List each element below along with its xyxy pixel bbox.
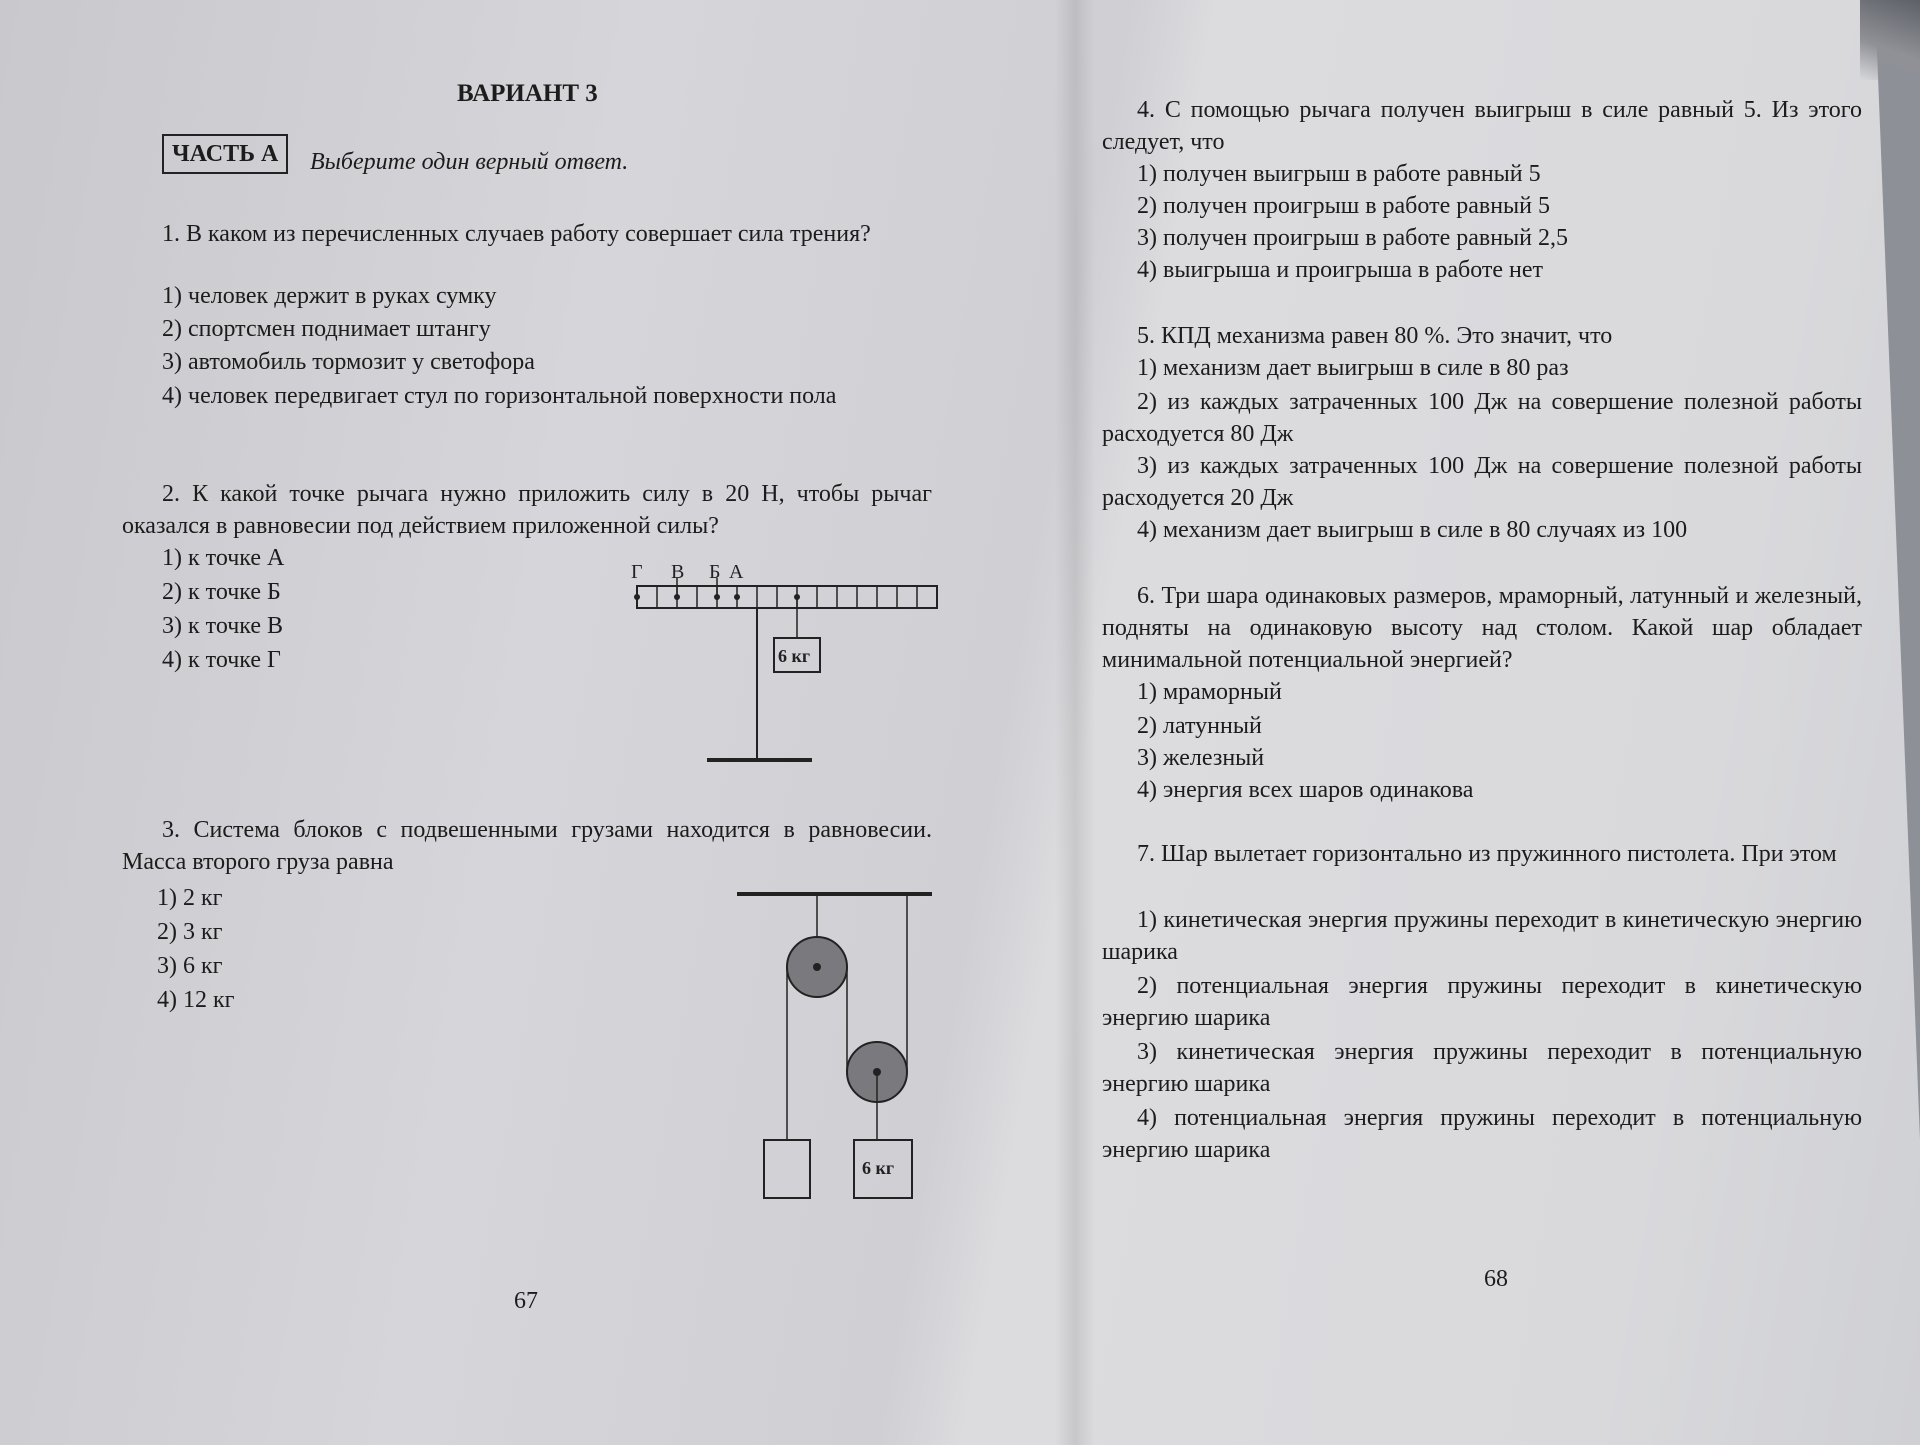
lever-point-g [634, 594, 640, 600]
q2-answer-2: 2) к точке Б [162, 579, 281, 605]
question-4-text: 4. С помощью рычага получен выигрыш в силе равный 5. Из этого следует, что [1102, 97, 1862, 155]
lever-label-v: В [671, 561, 685, 583]
question-7-text: 7. Шар вылетает горизонтально из пружинного пистолета. При этом [1137, 841, 1837, 867]
pulley-weight-label: 6 кг [862, 1158, 895, 1178]
q1-answer-1: 1) человек держит в руках сумку [162, 283, 497, 309]
pulley-diagram [737, 882, 957, 1207]
left-weight [764, 1140, 810, 1198]
page-number-right: 68 [1484, 1266, 1508, 1292]
question-3-text: 3. Система блоков с подвешенными грузами находится в равновесии. Масса второго груза равна [122, 817, 932, 875]
q1-answer-2: 2) спортсмен поднимает штангу [162, 316, 491, 342]
q3-answer-4: 4) 12 кг [157, 987, 235, 1013]
book-gutter [1055, 0, 1095, 1445]
part-label: ЧАСТЬ А [162, 134, 288, 174]
lever-diagram [627, 556, 957, 776]
q4-answer-4: 4) выигрыша и проигрыша в работе нет [1137, 257, 1544, 283]
q5-answer-1: 1) механизм дает выигрыш в силе в 80 раз [1137, 355, 1569, 381]
lever-weight-label: 6 кг [778, 646, 811, 666]
lever-label-b: Б [709, 561, 721, 583]
variant-title: ВАРИАНТ 3 [457, 80, 598, 107]
q6-answer-4: 4) энергия всех шаров одинакова [1137, 777, 1474, 803]
q5-answer-2: 2) из каждых затраченных 100 Дж на совершение полезной работы расходуется 80 Дж [1102, 389, 1862, 447]
q6-answer-2: 2) латунный [1137, 713, 1262, 739]
q2-answer-4: 4) к точке Г [162, 647, 281, 673]
lever-label-g: Г [631, 561, 643, 583]
question-2-text: 2. К какой точке рычага нужно приложить силу в 20 Н, чтобы рычаг оказался в равновесии под действием приложенной силы? [122, 481, 932, 539]
q7-answer-2: 2) потенциальная энергия пружины переходит в кинетическую энергию шарика [1102, 973, 1862, 1031]
q1-answer-3: 3) автомобиль тормозит у светофора [162, 349, 535, 375]
q7-answer-1: 1) кинетическая энергия пружины переходит в кинетическую энергию шарика [1102, 907, 1862, 965]
q6-answer-3: 3) железный [1137, 745, 1265, 771]
lever-label-a: А [729, 561, 744, 583]
question-5-text: 5. КПД механизма равен 80 %. Это значит, что [1137, 323, 1613, 349]
q5-answer-3: 3) из каждых затраченных 100 Дж на совершение полезной работы расходуется 20 Дж [1102, 453, 1862, 511]
question-1-text: 1. В каком из перечисленных случаев работу совершает сила трения? [162, 221, 871, 247]
q6-answer-1: 1) мраморный [1137, 679, 1282, 705]
lever-point-a [734, 594, 740, 600]
q7-answer-4: 4) потенциальная энергия пружины переходит в потенциальную энергию шарика [1102, 1105, 1862, 1163]
q3-answer-3: 3) 6 кг [157, 953, 223, 979]
q4-answer-3: 3) получен проигрыш в работе равный 2,5 [1137, 225, 1569, 251]
q4-answer-2: 2) получен проигрыш в работе равный 5 [1137, 193, 1551, 219]
table-corner [1860, 0, 1920, 80]
q3-answer-2: 2) 3 кг [157, 919, 223, 945]
q5-answer-4: 4) механизм дает выигрыш в силе в 80 случаях из 100 [1137, 517, 1688, 543]
q1-answer-4: 4) человек передвигает стул по горизонтальной поверхности пола [162, 383, 837, 409]
question-6-text: 6. Три шара одинаковых размеров, мраморный, латунный и железный, подняты на одинаковую высоту над столом. Какой шар обладает минимальной потенциальной энергией? [1102, 583, 1862, 673]
q3-answer-1: 1) 2 кг [157, 885, 223, 911]
q2-answer-3: 3) к точке В [162, 613, 283, 639]
q7-answer-3: 3) кинетическая энергия пружины переходит в потенциальную энергию шарика [1102, 1039, 1862, 1097]
part-instruction: Выберите один верный ответ. [310, 149, 629, 175]
page-number-left: 67 [514, 1288, 538, 1314]
q4-answer-1: 1) получен выигрыш в работе равный 5 [1137, 161, 1541, 187]
q2-answer-1: 1) к точке А [162, 545, 285, 571]
